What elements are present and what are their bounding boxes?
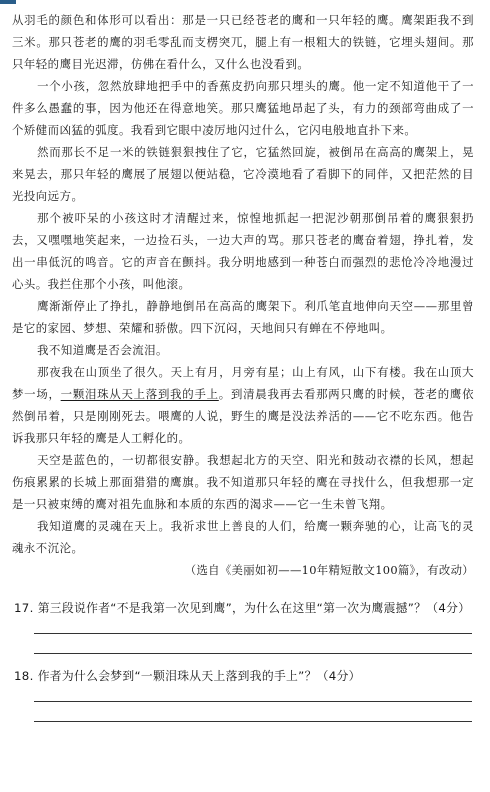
- paragraph-7: [12, 361, 474, 449]
- page-corner-mark: [0, 0, 16, 4]
- question-17-label: 17. 第三段说作者“不是我第一次见到鹰”，为什么在这里“第一次为鹰震撼”？（4分）: [14, 601, 471, 615]
- paragraph-5: 鹰渐渐停止了挣扎，静静地倒吊在高高的鹰架下。利爪笔直地伸向天空——那里曾是它的家园、梦想、荣耀和骄傲。四下沉闷，天地间只有蝉在不停地叫。: [12, 299, 474, 335]
- question-18: [12, 667, 474, 722]
- answer-line[interactable]: [34, 721, 472, 722]
- paragraph-7-after: 。到清晨我再去看那两只鹰的时候，苍老的鹰依然倒吊着，只是刚刚死去。喂鹰的人说，野生的鹰是没法养活的——它不吃东西。他告诉我那只年轻的鹰是人工孵化的。: [12, 387, 474, 445]
- question-17: [12, 599, 474, 654]
- question-18-label: 18. 作者为什么会梦到“一颗泪珠从天上落到我的手上”？（4分）: [14, 669, 361, 683]
- paragraph-3: 然而那长不足一米的铁链狠狠拽住了它，它猛然回旋，被倒吊在高高的鹰架上，晃来晃去，那只年轻的鹰展了展翅以便站稳，它冷漠地看了看脚下的同伴，又把茫然的目光投向远方。: [12, 145, 474, 203]
- paragraph-6: 我不知道鹰是否会流泪。: [37, 343, 168, 357]
- source-citation: （选自《美丽如初——10年精短散文100篇》，有改动）: [184, 563, 474, 577]
- answer-line[interactable]: [34, 701, 472, 702]
- paragraph-4: 那个被吓呆的小孩这时才清醒过来，惊惶地抓起一把泥沙朝那倒吊着的鹰狠狠扔去，又嘿嘿地笑起来，一边捡石头，一边大声的骂。那只苍老的鹰奋着翅，挣扎着，发出一串低沉的鸣音。它的声音在颤抖。我分明地感到一种苍白而强烈的悲怆冷冷地漫过心头。我拦住那个小孩，叫他滚。: [12, 211, 474, 291]
- answer-line[interactable]: [34, 633, 472, 634]
- answer-line[interactable]: [34, 653, 472, 654]
- paragraph-7-before: 那夜我在山顶坐了很久。天上有月，月旁有星；山上有风，山下有楼。我在山顶大梦一场，: [12, 365, 474, 401]
- paragraph-1: 从羽毛的颜色和体形可以看出：那是一只已经苍老的鹰和一只年轻的鹰。鹰架距我不到三米。那只苍老的鹰的羽毛零乱而支楞突兀，腿上有一根粗大的铁链，它埋头翅间。那只年轻的鹰目光迟滞，仿佛在看什么，又什么也没看到。: [12, 13, 474, 71]
- paragraph-2: 一个小孩，忽然放肆地把手中的香蕉皮扔向那只埋头的鹰。他一定不知道他干了一件多么愚蠢的事，因为他还在得意地笑。那只鹰猛地昂起了头，有力的颈部弯曲成了一个矫健而凶猛的弧度。我看到它眼中凌厉地闪过什么，它闪电般地直扑下来。: [12, 79, 474, 137]
- paragraph-8: 天空是蓝色的，一切都很安静。我想起北方的天空、阳光和鼓动衣襟的长风，想起伤痕累累的长城上那面猎猎的鹰旗。我不知道那只年轻的鹰在寻找什么，但我想那一定是一只被束缚的鹰对祖先血脉和本质的东西的渴求——它一生未曾飞翔。: [12, 453, 474, 511]
- essay-body: [12, 9, 474, 581]
- paragraph-9: 我知道鹰的灵魂在天上。我祈求世上善良的人们，给鹰一颗奔驰的心，让高飞的灵魂永不沉沦。: [12, 519, 474, 555]
- underlined-sentence: 一颗泪珠从天上落到我的手上: [60, 387, 219, 401]
